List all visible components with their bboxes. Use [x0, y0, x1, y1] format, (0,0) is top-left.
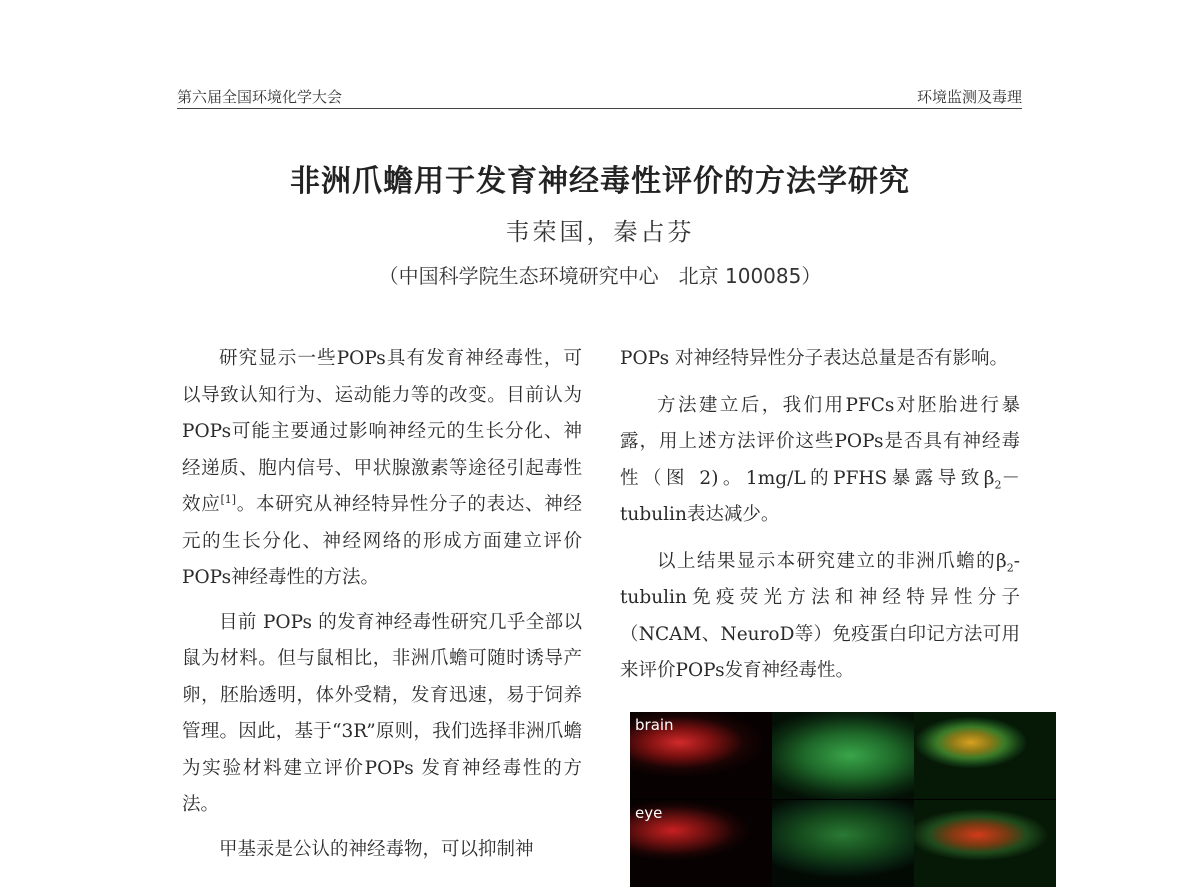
- paper-authors: 韦荣国，秦占芬: [505, 218, 695, 246]
- paragraph-conclusion: [620, 544, 1020, 690]
- paragraph-rationale: 目前 POPs 的发育神经毒性研究几乎全部以鼠为材料。但与鼠相比，非洲爪蟾可随时诱导产卵，胚胎透明，体外受精，发育迅速，易于饲养管理。因此，基于“3R”原则，我们选择非洲爪蟾为实验材料建立评价POPs 发育神经毒性的方法。: [182, 611, 582, 815]
- fluorescence-micrograph-figure: [630, 712, 1056, 887]
- paper-title: 非洲爪蟾用于发育神经毒性评价的方法学研究: [290, 164, 910, 199]
- paragraph-text: 。本研究从神经特异性分子的表达、神经元的生长分化、神经网络的形成方面建立评价POPs神经毒性的方法。: [182, 494, 582, 588]
- paragraph-text: 以上结果显示本研究建立的非洲爪蟾的β: [657, 550, 1007, 572]
- paragraph-intro: [182, 341, 582, 597]
- paper-affiliation: （中国科学院生态环境研究中心 北京 100085）: [378, 264, 822, 288]
- panel-eye-red: [630, 800, 772, 887]
- paragraph-text: 研究显示一些POPs具有发育神经毒性，可以导致认知行为、运动能力等的改变。目前认为POPs可能主要通过影响神经元的生长分化、神经递质、胞内信号、甲状腺激素等途径引起毒性效应: [182, 348, 582, 515]
- right-column: [620, 341, 1020, 690]
- citation-marker: [1]: [220, 492, 237, 506]
- paragraph-text: 方法建立后，我们用PFCs对胚胎进行暴露，用上述方法评价这些POPs是否具有神经毒性（图 2)。1mg/L的PFHS暴露导致β: [620, 394, 1020, 489]
- subscript: 2: [1006, 561, 1014, 575]
- running-header-section: 环境监测及毒理: [916, 88, 1022, 106]
- header-divider: [177, 108, 1022, 109]
- paragraph-methylmercury: 甲基汞是公认的神经毒物，可以抑制神: [219, 838, 534, 860]
- panel-brain-green: [772, 712, 914, 799]
- paragraph-continued: POPs 对神经特异性分子表达总量是否有影响。: [620, 348, 1008, 369]
- panel-label-eye: eye: [635, 804, 663, 822]
- paragraph-pfcs-exposure: [620, 388, 1020, 534]
- left-column: [182, 341, 582, 868]
- paragraph-text: －tubulin表达减少。: [620, 467, 1020, 525]
- panel-brain-merge: [914, 712, 1056, 799]
- paragraph-text: -tubulin免疫荧光方法和神经特异性分子（NCAM、NeuroD等）免疫蛋白印记方法可用来评价POPs发育神经毒性。: [620, 550, 1020, 681]
- panel-eye-merge: [914, 800, 1056, 887]
- subscript: 2: [994, 478, 1002, 492]
- panel-label-brain: brain: [635, 716, 674, 734]
- panel-brain-red: [630, 712, 772, 799]
- running-header-conference: 第六届全国环境化学大会: [177, 88, 343, 106]
- panel-eye-green: [772, 800, 914, 887]
